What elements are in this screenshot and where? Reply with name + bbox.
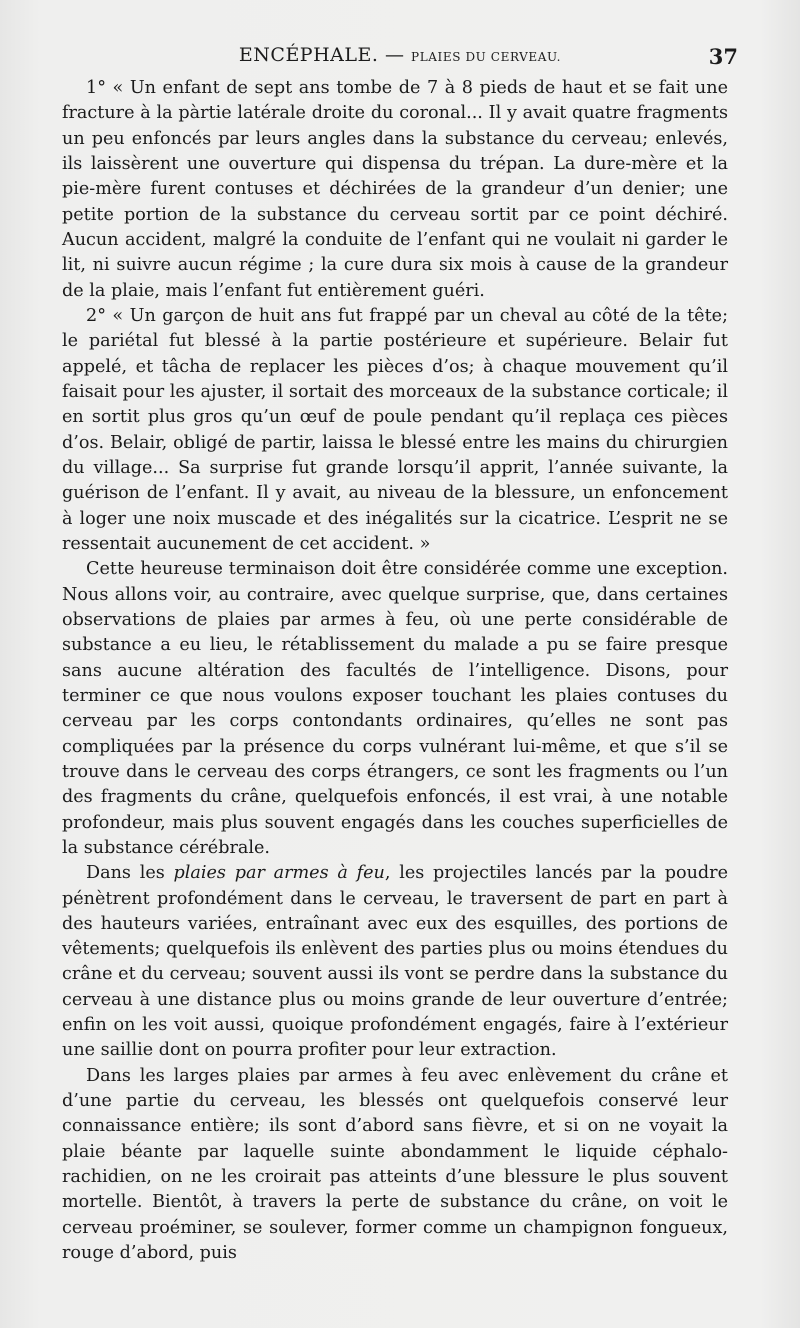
paragraph-case-1: 1° « Un enfant de sept ans tombe de 7 à 8 pieds de haut et se fait une fracture à la pàrtie latérale droite du coronal... Il y avait quatre fragments un peu enfoncés par leurs angles dans la substance du cerveau; enlevés, ils laissèrent une ouverture qui dispensa du trépan. La dure-mère et la pie-mère furent contuses et déchirées de la grandeur d’un denier; une petite portion de la substance du cerveau sortit par ce point déchiré. Aucun accident, malgré la conduite de l’enfant qui ne voulait ni garder le lit, ni suivre aucun régime ; la cure dura six mois à cause de la grandeur de la plaie, mais l’enfant fut entièrement guéri.: [62, 78, 728, 301]
running-title: [60, 44, 740, 66]
paragraph-exception: Cette heureuse terminaison doit être considérée comme une exception. Nous allons voir, au contraire, avec quelque surprise, que, dans certaines observations de plaies par armes à feu, où une perte considérable de substance a eu lieu, le rétablissement du malade a pu se faire presque sans aucune altération des facultés de l’intelligence. Disons, pour terminer ce que nous voulons exposer touchant les plaies contuses du cerveau par les corps contondants ordinaires, qu’elles ne sont pas compliquées par la présence du corps vulnérant lui-même, et que s’il se trouve dans le cerveau des corps étrangers, ce sont les fragments ou l’un des fragments du crâne, quelquefois enfoncés, il est vrai, à une notable profondeur, mais plus souvent engagés dans les couches superficielles de la substance cérébrale.: [62, 559, 728, 858]
running-header: [60, 44, 740, 72]
paragraph-case-2: 2° « Un garçon de huit ans fut frappé par un cheval au côté de la tête; le pariétal fut blessé à la partie postérieure et supérieure. Belair fut appelé, et tâcha de replacer les pièces d’os; à chaque mouvement qu’il faisait pour les ajuster, il sortait des morceaux de la substance corticale; il en sortit plus gros qu’un œuf de poule pendant qu’il replaça ces pièces d’os. Belair, obligé de partir, laissa le blessé entre les mains du chirurgien du village... Sa surprise fut grande lorsqu’il apprit, l’année suivante, la guérison de l’enfant. Il y avait, au niveau de la blessure, un enfoncement à loger une noix muscade et des inégalités sur la cicatrice. L’esprit ne se ressentait aucunement de cet accident. »: [62, 305, 728, 554]
paragraph-firearm-italic: plaies par armes à feu: [173, 863, 385, 884]
paragraph-firearm-text: , les projectiles lancés par la poudre pénètrent profondément dans le cerveau, le traversent de part en part à des hauteurs variées, entraînant avec eux des esquilles, des portions de vêtements; quelquefois ils enlèvent des parties plus ou moins étendues du crâne et du cerveau; souvent aussi ils vont se perdre dans la substance du cerveau à une distance plus ou moins grande de leur ouverture d’entrée; enfin on les voit aussi, quoique profondément engagés, faire à l’extérieur une saillie dont on pourra profiter pour leur extraction.: [62, 863, 728, 1061]
paragraph-firearm-wounds: [62, 861, 728, 1064]
running-title-main: ENCÉPHALE.: [238, 44, 379, 66]
running-title-dash: —: [384, 44, 405, 66]
paragraph-large-wounds: Dans les larges plaies par armes à feu avec enlèvement du crâne et d’une partie du cerveau, les blessés ont quelquefois conservé leur connaissance entière; ils sont d’abord sans fièvre, et si on ne voyait la plaie béante par laquelle suinte abondamment le liquide céphalo-rachidien, on ne les croirait pas atteints d’une blessure le plus souvent mortelle. Bientôt, à travers la perte de substance du crâne, on voit le cerveau proéminer, se soulever, former comme un champignon fongueux, rouge d’abord, puis: [62, 1065, 728, 1264]
body-text: [62, 76, 728, 1266]
page-number: 37: [708, 44, 738, 69]
paragraph-firearm-lead: Dans les: [86, 863, 165, 884]
running-title-sub: PLAIES DU CERVEAU.: [411, 50, 562, 64]
